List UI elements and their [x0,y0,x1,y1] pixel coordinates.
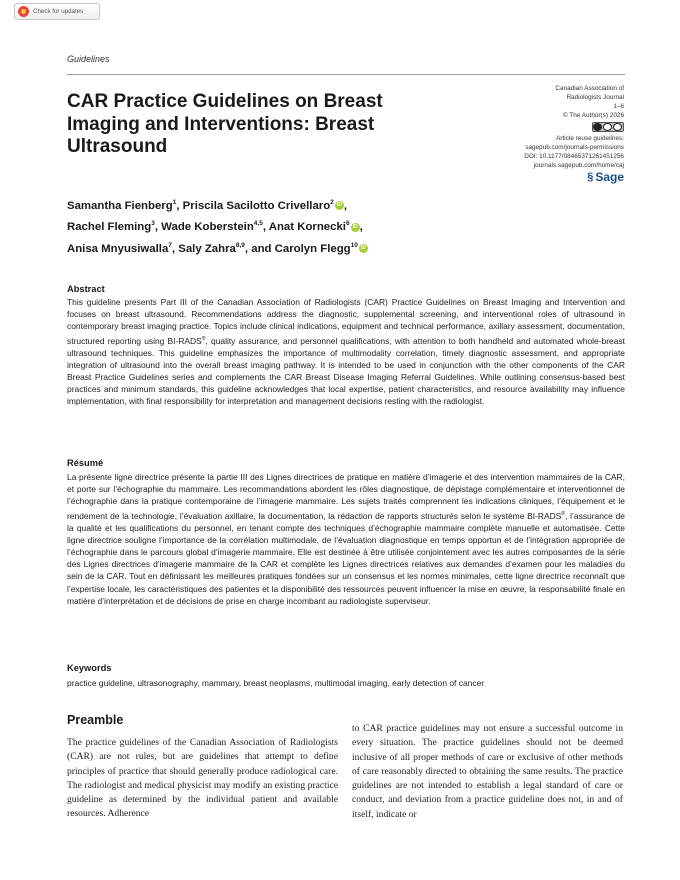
author-separator: , [343,199,347,212]
preamble-column-left: The practice guidelines of the Canadian Association of Radiologists (CAR) are not rules, but are guidelines that attempt to define principles of practice that should generally produce radiological care. The radiologist and medical physicist may modify an existing practice guideline as determined by the individual patient and available resources. Adherence [67,737,338,820]
orcid-icon[interactable]: iD [336,202,342,209]
header-divider [67,74,625,75]
author-list [67,194,447,258]
author-name: Anat Kornecki [268,221,346,234]
resume-text-part1: La présente ligne directrice présente la partie III des Lignes directrices de pratique en matière d’imagerie et des intervention mammaires de la CAR, et porte sur l’échographie du mammaire. Les recommandations abordent les rôles diagnostique, de dépistage complémentaire et interventionnel de l’échographie dans la pratique contemporaine de l’imagerie mammaire. Les sujets traités comprennent les indications cliniques, l’équipement et le rendement de la technologie, l’évaluation axillaire, la documentation, la rédaction de rapports structurés selon le système BI-RADS [67,472,625,521]
sage-logo-text: Sage [595,170,624,184]
author-name: Saly Zahra [178,242,236,255]
abstract-text-part2: , quality assurance, and personnel qualifications, with attention to both handheld and automated whole-breast ultrasound techniques. This guideline emphasizes the importance of multimodality correlation, timely diagnostic assessment, and appropriate integration of ultrasound into the overall breast imaging pathway. It is intended to be used in conjunction with the other components of the CAR Breast Practice Guidelines series and complements the CAR Breast Disease Imaging Referral Guidelines. While outlining consensus-based best practices and minimum standards, this guideline acknowledges that local expertise, patient characteristics, and resource availability may influence implementation, with final responsibility for interpretation and management decisions resting with the radiologist. [67,335,625,407]
resume-heading: Résumé [67,458,104,468]
author-separator: , [176,199,183,212]
author-name: Carolyn Flegg [274,242,351,255]
article-title: CAR Practice Guidelines on Breast Imaging and Interventions: Breast Ultrasound [67,91,383,157]
check-for-updates-icon [18,6,29,17]
keywords-heading: Keywords [67,663,112,673]
preamble-heading: Preamble [67,713,124,727]
resume-body [67,471,625,607]
abstract-registered-mark: ® [201,335,206,342]
sage-logo-icon: § [587,171,594,183]
author-name: Anisa Mnyusiwalla [67,242,169,255]
author-name: Samantha Fienberg [67,199,173,212]
author-affiliation: 7 [168,241,172,249]
reuse-link[interactable]: sagepub.com/journals-permissions [525,144,624,151]
doi-text[interactable]: DOI: 10.1177/08465371261451256 [524,153,624,160]
author-separator: , [154,221,162,234]
orcid-icon[interactable]: iD [352,223,358,230]
journal-info [424,84,624,183]
resume-text-part2: , l’assurance de la qualité et les qualifications du personnel, en tenant compte des techniques d’échographie mammaire complète manuelle et automatisée. Cette ligne directrice souligne l’importance de la corrélation multimodale, de l’évaluation diagnostique en temps opportun et de l’intégration appropriée de l’échographie dans le parcours global d’imagerie mammaire. Elle est destinée à être utilisée conjointement avec les autres composantes de la série des Lignes directrices d’imagerie mammaire de la CAR et complète les Lignes directrices relatives aux demandes d’examen pour les maladies du sein de la CAR. Tout en définissant les meilleures pratiques fondées sur un consensus et les normes minimales, cette ligne directrice reconnaît que l’expertise locale, les caractéristiques des patientes et la disponibilité des ressources peuvent influencer la mise en œuvre, la responsabilité finale en matière d’interprétation et de décisions de prise en charge incombant au radiologiste superviseur. [67,510,625,606]
abstract-body [67,296,625,408]
author-affiliation: 10 [350,241,358,249]
section-label: Guidelines [67,54,110,64]
sage-logo [587,170,624,184]
check-for-updates-button[interactable] [14,3,100,20]
author-separator: , and [244,242,275,255]
journal-site-link[interactable]: journals.sagepub.com/home/caj [533,162,624,169]
author-affiliation: 6 [345,220,350,228]
keywords-list: practice guideline, ultrasonography, mammary, breast neoplasms, multimodal imaging, early detection of cancer [67,678,485,688]
author-name: Priscila Sacilotto Crivellaro [182,199,331,212]
cc-license-icon[interactable] [592,122,624,132]
reuse-label: Article reuse guidelines: [556,135,624,142]
author-separator: , [171,242,179,255]
preamble-column-right: to CAR practice guidelines may not ensure a successful outcome in every situation. The practice guidelines should not be deemed inclusive of all proper methods of care or exclusive of other methods of care reasonably directed to obtaining the same results. The practice guidelines are not intended to establish a legal standard of care or conduct, and deviation from a practice guideline does not, in and of itself, indicate or [352,723,623,820]
author-affiliation: 1 [172,199,177,206]
abstract-text-part1: This guideline presents Part III of the Canadian Association of Radiologists (CAR) Practice Guidelines on Breast Imaging and Intervention and focuses on breast ultrasound. Recommendations address the diagnostic, supplemental screening, and interventional roles of ultrasound in contemporary breast imaging practice. Topics include clinical indications, equipment and technical performance, axillary assessment, documentation, structured reporting using BI-RADS [67,297,625,346]
author-separator: , [359,221,363,234]
journal-copyright: © The Author(s) 2026 [562,112,624,119]
author-separator: , [262,221,269,234]
author-name: Rachel Fleming [67,221,152,234]
check-for-updates-label: Check for updates [33,8,84,15]
author-affiliation: 2 [330,199,334,206]
journal-pages: 1–6 [613,103,624,110]
journal-name-line1: Canadian Association of [555,85,624,92]
orcid-icon[interactable]: iD [360,244,366,251]
abstract-heading: Abstract [67,284,105,294]
author-affiliation: 8,9 [235,241,245,249]
author-affiliation: 3 [151,220,155,228]
author-affiliation: 4,5 [253,220,263,228]
journal-name-line2: Radiologists Journal [566,94,624,101]
author-name: Wade Koberstein [161,221,254,234]
resume-registered-mark: ® [561,510,566,517]
